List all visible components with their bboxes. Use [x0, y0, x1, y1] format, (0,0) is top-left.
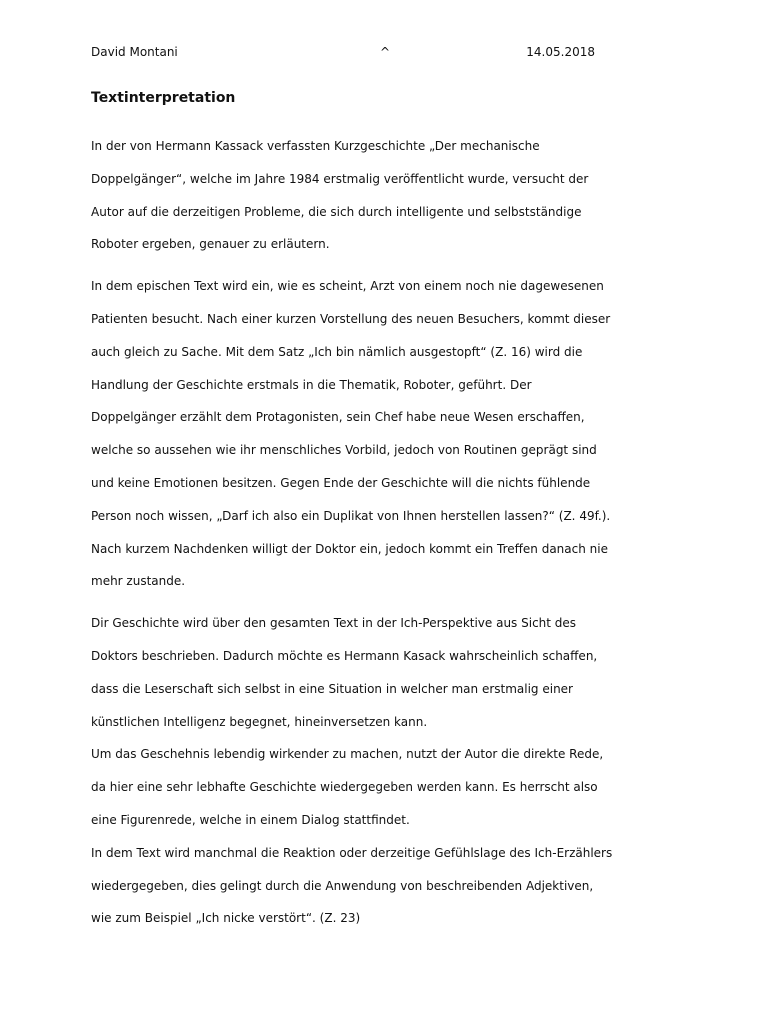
text-line: Roboter ergeben, genauer zu erläutern. [91, 237, 330, 252]
paragraph-1 [91, 130, 591, 261]
text-line: Nach kurzem Nachdenken willigt der Doktor ein, jedoch kommt ein Treffen danach nie [91, 541, 608, 556]
text-line: Um das Geschehnis lebendig wirkender zu machen, nutzt der Autor die direkte Rede, [91, 747, 604, 762]
text-line: Handlung der Geschichte erstmals in die Thematik, Roboter, geführt. Der [91, 377, 532, 392]
text-line: mehr zustande. [91, 574, 186, 589]
paragraph-3 [91, 607, 613, 935]
text-line: wie zum Beispiel „Ich nicke verstört“. (Z. 23) [91, 911, 361, 926]
text-line: Doppelgänger erzählt dem Protagonisten, sein Chef habe neue Wesen erschaffen, [91, 410, 585, 425]
text-line: dass die Leserschaft sich selbst in eine Situation in welcher man erstmalig einer [91, 681, 573, 696]
text-line: und keine Emotionen besitzen. Gegen Ende der Geschichte will die nichts fühlende [91, 475, 591, 490]
text-line: da hier eine sehr lebhafte Geschichte wiedergegeben werden kann. Es herrscht also [91, 780, 598, 795]
document-title: Textinterpretation [91, 90, 236, 106]
author-name: David Montani [91, 45, 178, 59]
document-date: 14.05.2018 [526, 45, 595, 59]
text-line: eine Figurenrede, welche in einem Dialog stattfindet. [91, 812, 410, 827]
text-line: Doppelgänger“, welche im Jahre 1984 erstmalig veröffentlicht wurde, versucht der [91, 171, 589, 186]
paragraph-2 [91, 270, 611, 598]
paragraph-spacer [91, 261, 591, 270]
header-center-mark: ^ [380, 45, 391, 59]
text-line: wiedergegeben, dies gelingt durch die Anwendung von beschreibenden Adjektiven, [91, 878, 594, 893]
document-body [91, 130, 613, 935]
paragraph-spacer [91, 598, 591, 607]
text-line: Autor auf die derzeitigen Probleme, die sich durch intelligente und selbstständige [91, 204, 582, 219]
text-line: In dem epischen Text wird ein, wie es scheint, Arzt von einem noch nie dagewesenen [91, 279, 604, 294]
text-line: Person noch wissen, „Darf ich also ein Duplikat von Ihnen herstellen lassen?“ (Z. 49f.). [91, 508, 611, 523]
page-header [91, 43, 595, 61]
text-line: Dir Geschichte wird über den gesamten Text in der Ich-Perspektive aus Sicht des [91, 616, 577, 631]
text-line: auch gleich zu Sache. Mit dem Satz „Ich bin nämlich ausgestopft“ (Z. 16) wird die [91, 344, 583, 359]
text-line: Patienten besucht. Nach einer kurzen Vorstellung des neuen Besuchers, kommt dieser [91, 311, 611, 326]
text-line: In dem Text wird manchmal die Reaktion oder derzeitige Gefühlslage des Ich-Erzählers [91, 845, 613, 860]
text-line: In der von Hermann Kassack verfassten Kurzgeschichte „Der mechanische [91, 139, 540, 153]
text-line: Doktors beschrieben. Dadurch möchte es Hermann Kasack wahrscheinlich schaffen, [91, 648, 598, 663]
text-line: künstlichen Intelligenz begegnet, hineinversetzen kann. [91, 714, 428, 729]
text-line: welche so aussehen wie ihr menschliches Vorbild, jedoch von Routinen geprägt sind [91, 443, 597, 458]
